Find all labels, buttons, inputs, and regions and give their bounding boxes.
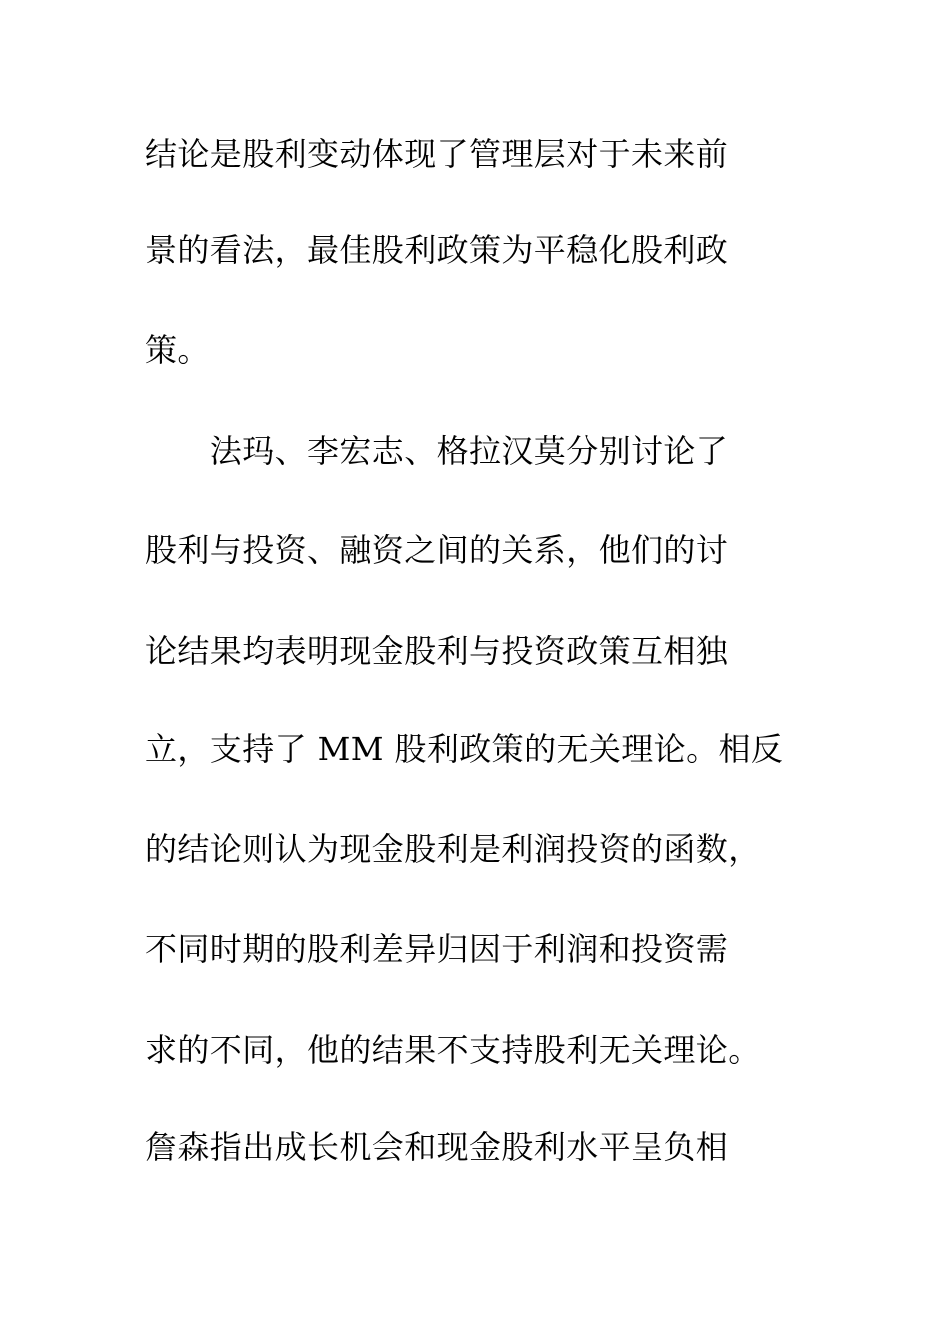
text-line: 法玛、李宏志、格拉汉莫分别讨论了 [145, 432, 729, 470]
text-line: 股利与投资、融资之间的关系，他们的讨 [145, 531, 729, 569]
text-line: 立，支持了 MM 股利政策的无关理论。相反 [145, 730, 784, 768]
text-line: 结论是股利变动体现了管理层对于未来前 [145, 135, 729, 173]
text-line: 不同时期的股利差异归因于利润和投资需 [145, 930, 729, 968]
text-line: 求的不同，他的结果不支持股利无关理论。 [145, 1031, 761, 1069]
text-line: 策。 [145, 331, 210, 369]
text-line: 景的看法，最佳股利政策为平稳化股利政 [145, 231, 729, 269]
text-line: 论结果均表明现金股利与投资政策互相独 [145, 632, 729, 670]
text-line: 詹森指出成长机会和现金股利水平呈负相 [145, 1128, 729, 1166]
text-line: 的结论则认为现金股利是利润投资的函数， [145, 830, 761, 868]
